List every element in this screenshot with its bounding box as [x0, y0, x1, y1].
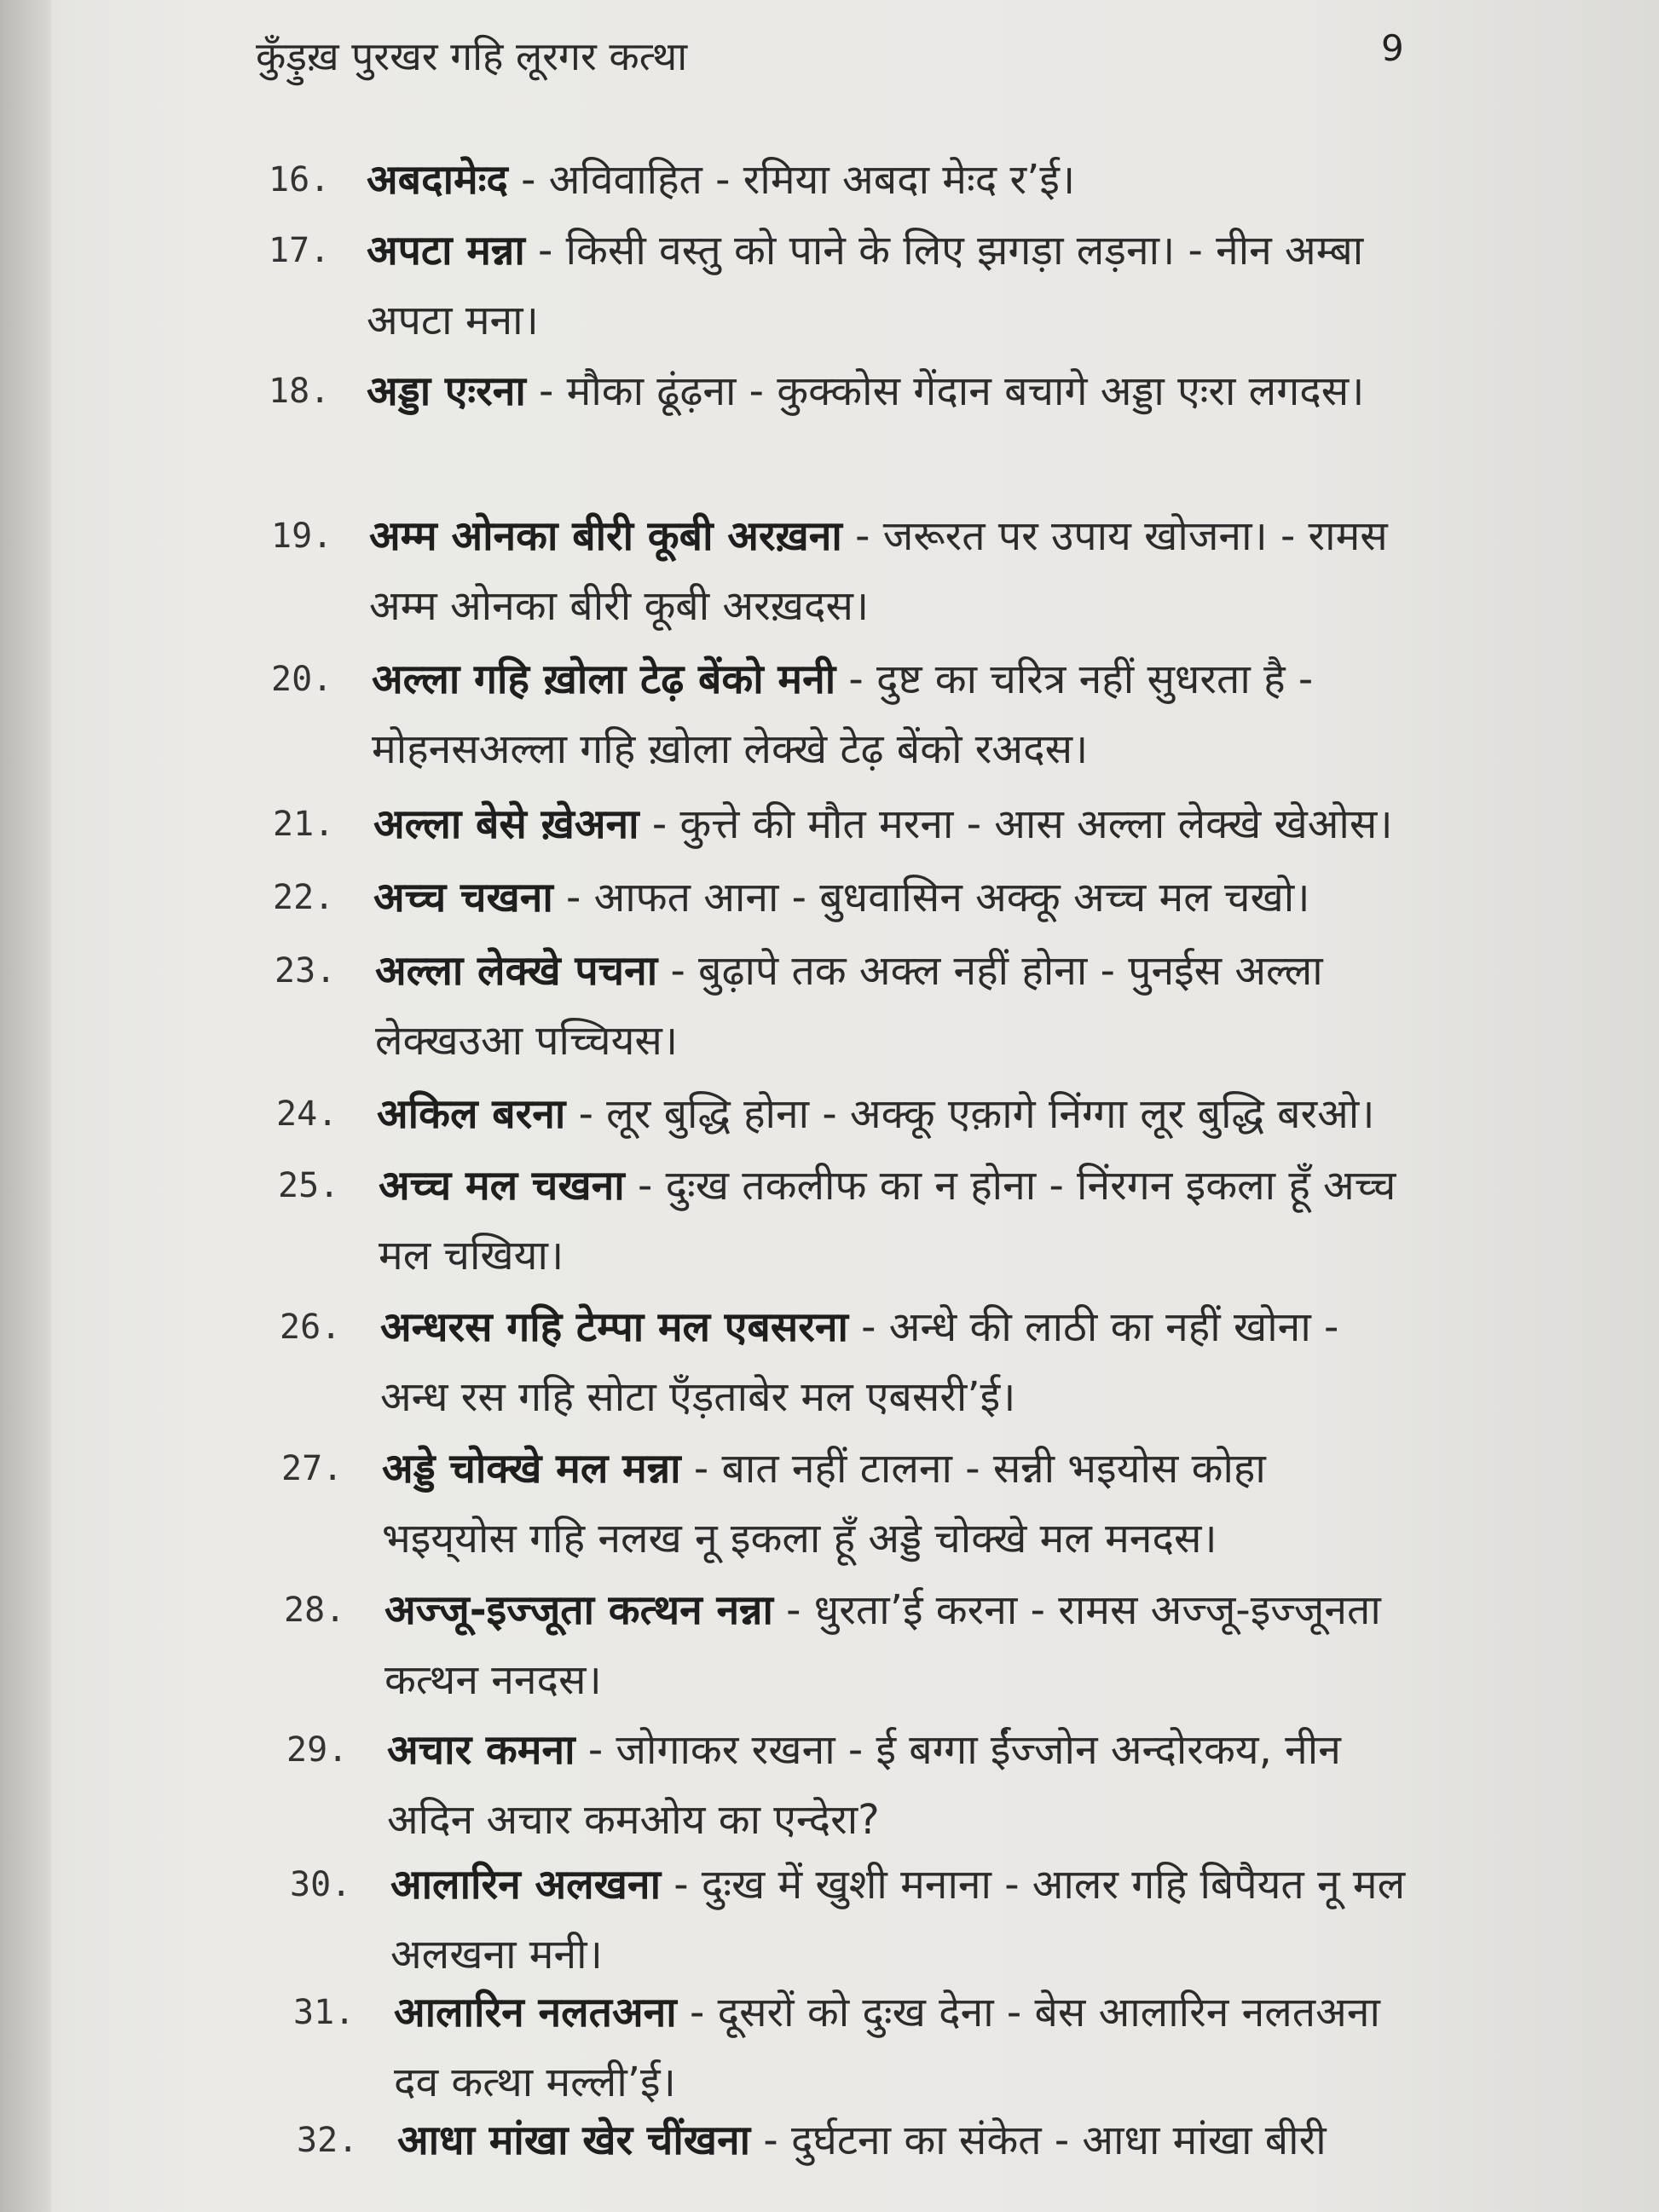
- entry-term: आधा मांखा खेर चींखना: [397, 2117, 751, 2164]
- entry-term: अपटा मन्ना: [367, 227, 525, 274]
- list-item: [286, 1715, 1412, 1855]
- entry-number: 31.: [293, 1993, 356, 2032]
- list-item: [271, 501, 1396, 641]
- entry-meaning: - अविवाहित - रमिया अबदा मेःद र’ई।: [507, 156, 1076, 204]
- entry-number: 25.: [278, 1166, 340, 1205]
- entry-term: अल्ला बेसे खे़अना: [373, 800, 639, 848]
- entry-term: अबदामेःद: [367, 156, 508, 204]
- list-item: [271, 644, 1396, 784]
- entry-number: 21.: [273, 805, 335, 844]
- list-item: [280, 1292, 1405, 1432]
- page-number: 9: [1381, 27, 1404, 69]
- entry-term: अड्डा एःरना: [367, 367, 526, 415]
- entry-number: 18.: [269, 372, 331, 411]
- entry-meaning: - किसी वस्तु को पाने के लिए झगड़ा लड़ना। - नीन अम्बा अपटा मना।: [367, 227, 1364, 344]
- list-item: [278, 1151, 1403, 1291]
- entry-number: 26.: [280, 1308, 342, 1347]
- entry-term: अकिल बरना: [377, 1090, 566, 1138]
- entry-term: अज्जू-इज्जूता कत्थन नन्ना: [384, 1586, 773, 1634]
- list-item: [293, 1978, 1419, 2117]
- entry-meaning: - दुःख तकलीफ का न होना - निंरगन इकला हूँ अच्च मल चखिया।: [379, 1162, 1396, 1279]
- entry-number: 19.: [271, 517, 333, 556]
- entry-term: अचार कमना: [387, 1726, 575, 1774]
- entry-meaning: - बुढ़ापे तक अक्ल नहीं होना - पुनईस अल्ला लेक्खउआ पच्चियस।: [375, 947, 1323, 1065]
- entry-term: अल्ला गहि ख़ोला टेढ़ बेंको मनी: [372, 656, 836, 703]
- entry-number: 30.: [290, 1865, 352, 1904]
- entry-meaning: - दुर्घटना का संकेत - आधा मांखा बीरी: [750, 2117, 1327, 2164]
- entry-meaning: - दुष्ट का चरित्र नहीं सुधरता है - मोहनसअल्ला गहि ख़ोला लेक्खे टेढ़ बेंको रअदस।: [372, 656, 1314, 773]
- entry-number: 23.: [275, 951, 337, 990]
- list-item: [297, 2105, 1422, 2175]
- entry-meaning: - मौका ढूंढ़ना - कुक्कोस गेंदान बचागे अड्डा एःरा लगदस।: [525, 367, 1365, 415]
- entry-term: अम्म ओनका बीरी कूबी अरख़ना: [369, 512, 842, 560]
- entry-number: 16.: [269, 160, 331, 199]
- entry-meaning: - बात नहीं टालना - सन्नी भइयोस कोहा भइय्‌योस गहि नलख नू इकला हूँ अड्डे चोक्खे मल मनदस।: [382, 1445, 1266, 1562]
- list-item: [273, 863, 1398, 933]
- entry-number: 24.: [276, 1094, 338, 1134]
- entry-number: 28.: [284, 1591, 346, 1630]
- entry-term: अच्च चखना: [373, 874, 553, 921]
- entry-meaning: - जरूरत पर उपाय खोजना। - रामस अम्म ओनका बीरी कूबी अरख़दस।: [369, 512, 1388, 630]
- entry-meaning: - लूर बुद्धि होना - अक्कू एक़ागे निंग्गा लूर बुद्धि बरओ।: [565, 1090, 1375, 1138]
- entry-meaning: - अन्धे की लाठी का नहीं खोना - अन्ध रस गहि सोटा एँड़ताबेर मल एबसरी’ई।: [380, 1303, 1339, 1421]
- entry-meaning: - दूसरों को दुःख देना - बेस आलारिन नलतअना दव कत्था मल्ली’ई।: [394, 1989, 1380, 2106]
- list-item: [269, 216, 1394, 355]
- entry-term: अड्डे चोक्खे मल मन्ना: [382, 1445, 681, 1493]
- entry-term: अल्ला लेक्खे पचना: [375, 947, 658, 995]
- entry-number: 27.: [281, 1449, 344, 1488]
- list-item: [269, 145, 1394, 215]
- list-item: [284, 1575, 1409, 1715]
- list-item: [269, 356, 1394, 426]
- entry-meaning: - आफत आना - बुधवासिन अक्कू अच्च मल चखो।: [552, 874, 1310, 921]
- entry-meaning: - जोगाकर रखना - ई बग्गा ईंज्जोन अन्दोरकय, नीन अदिन अचार कमओय का एन्देरा?: [387, 1726, 1341, 1844]
- entry-number: 17.: [269, 231, 331, 270]
- list-item: [275, 936, 1400, 1076]
- running-head-title: कुँड़ुख़ पुरखर गहि लूरगर कत्था: [256, 33, 688, 79]
- entry-number: 29.: [286, 1730, 349, 1770]
- entry-meaning: - कुत्ते की मौत मरना - आस अल्ला लेक्खे खेओस।: [639, 800, 1393, 848]
- entry-number: 22.: [273, 878, 335, 917]
- list-item: [281, 1434, 1407, 1574]
- entry-term: अच्च मल चखना: [379, 1162, 625, 1210]
- list-item: [290, 1850, 1415, 1990]
- entry-meaning: - दुःख में खुशी मनाना - आलर गहि बिपैयत नू मल अलखना मनी।: [390, 1861, 1406, 1978]
- entry-number: 32.: [297, 2121, 359, 2160]
- entry-meaning: - धुरता’ई करना - रामस अज्जू-इज्जूनता कत्थन ननदस।: [384, 1586, 1381, 1704]
- entry-term: आलारिन नलतअना: [394, 1989, 677, 2036]
- entry-number: 20.: [271, 660, 333, 699]
- list-item: [273, 789, 1398, 859]
- entry-term: आलारिन अलखना: [390, 1861, 661, 1909]
- entry-term: अन्धरस गहि टेम्पा मल एबसरना: [380, 1303, 848, 1351]
- list-item: [276, 1079, 1402, 1149]
